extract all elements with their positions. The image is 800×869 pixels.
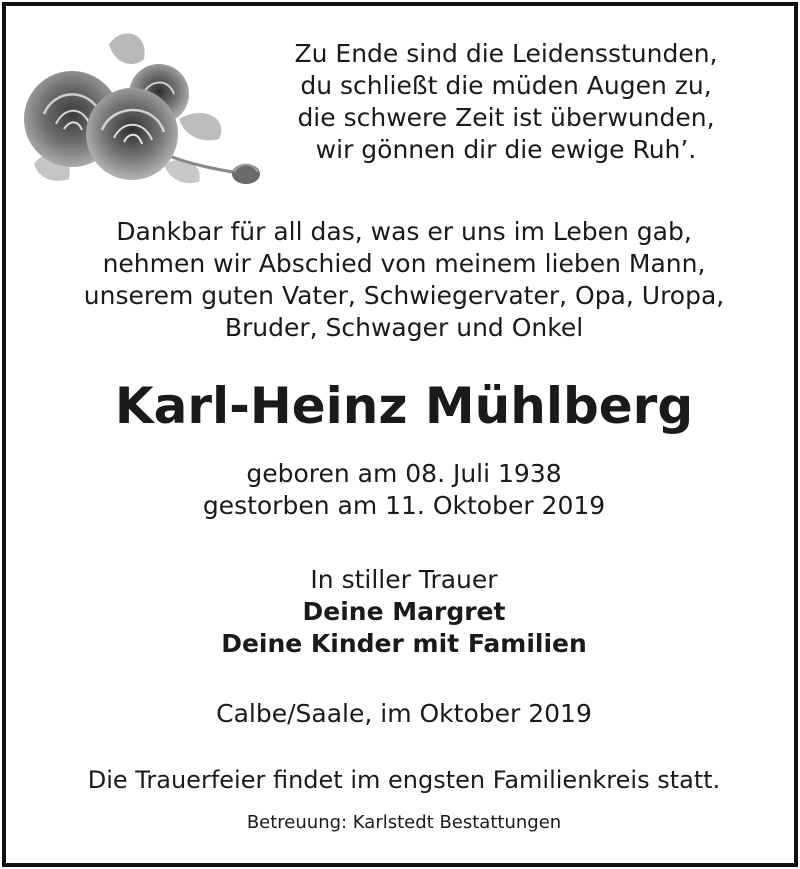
poem-line: wir gönnen dir die ewige Ruh’. [315, 135, 697, 164]
death-date: gestorben am 11. Oktober 2019 [202, 491, 606, 520]
mourner-family: Deine Kinder mit Familien [221, 629, 587, 658]
dedication-line: Dankbar für all das, was er uns im Leben gab, [116, 217, 692, 246]
life-dates [26, 458, 782, 522]
dedication-line: nehmen wir Abschied von meinem lieben Mann, [102, 249, 706, 278]
obituary-frame [2, 2, 798, 867]
mourners [26, 564, 782, 660]
dedication-line: Bruder, Schwager und Onkel [224, 313, 584, 342]
poem-line: die schwere Zeit ist überwunden, [297, 103, 715, 132]
poem-line: du schließt die müden Augen zu, [300, 71, 712, 100]
poem-line: Zu Ende sind die Leidensstunden, [294, 39, 718, 68]
poem [251, 38, 761, 166]
mourners-intro: In stiller Trauer [310, 565, 498, 594]
mourner-spouse: Deine Margret [302, 597, 506, 626]
place-date: Calbe/Saale, im Oktober 2019 [216, 699, 592, 728]
undertaker-credit: Betreuung: Karlstedt Bestattungen [246, 812, 562, 833]
roses-image [14, 24, 264, 192]
dedication-line: unserem guten Vater, Schwiegervater, Opa, Uropa, [83, 281, 725, 310]
funeral-note: Die Trauerfeier findet im engsten Familienkreis statt. [87, 766, 721, 794]
dedication [26, 216, 782, 344]
deceased-name: Karl-Heinz Mühlberg [114, 377, 694, 435]
birth-date: geboren am 08. Juli 1938 [246, 459, 562, 488]
